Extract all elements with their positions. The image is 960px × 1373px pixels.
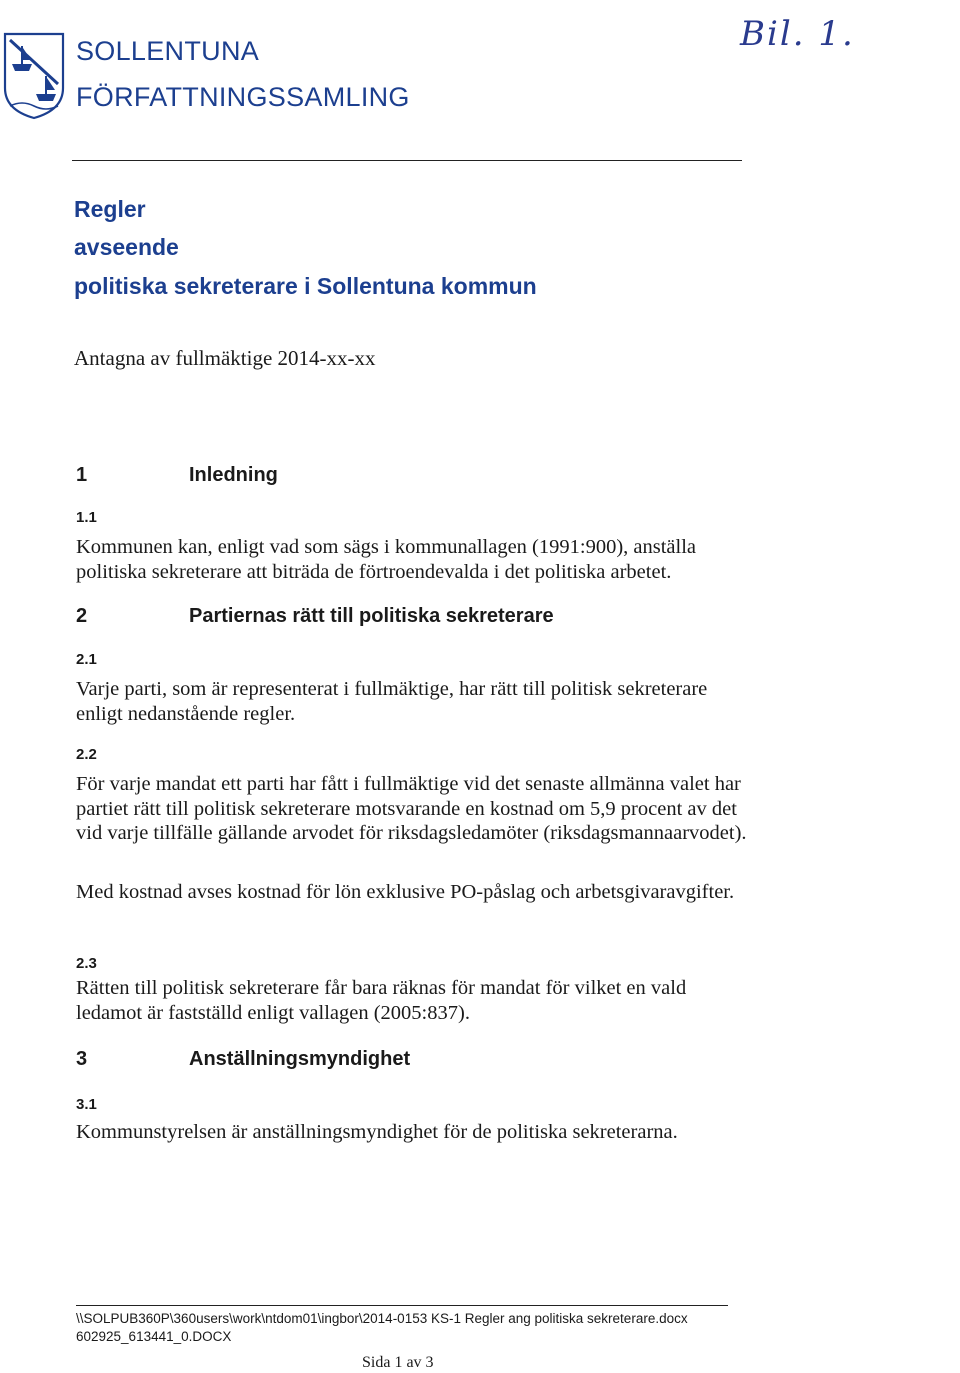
document-id: 602925_613441_0.DOCX [76, 1329, 232, 1344]
paragraph: Kommunen kan, enligt vad som sägs i kommunallagen (1991:900), anställa politiska sekreterare att biträda de förtroendevalda i det politiska arbetet. [76, 536, 697, 583]
subsection-number: 2.3 [76, 955, 97, 972]
collection-name: FÖRFATTNINGSSAMLING [76, 82, 410, 112]
section-number: 2 [76, 605, 88, 627]
page-number: Sida 1 av 3 [362, 1354, 434, 1371]
subsection-number: 1.1 [76, 509, 97, 526]
subsection-number: 3.1 [76, 1096, 97, 1113]
coat-of-arms-icon [2, 30, 66, 120]
org-name: SOLLENTUNA [76, 36, 260, 66]
subsection-number: 2.2 [76, 746, 97, 763]
title-line-2: avseende [74, 234, 179, 260]
section-heading: Inledning [189, 464, 278, 486]
subsection-number: 2.1 [76, 651, 97, 668]
handwritten-annotation: Bil. 1. [740, 14, 855, 54]
file-path: \\SOLPUB360P\360users\work\ntdom01\ingbor\2014-0153 KS-1 Regler ang politiska sekreterare.docx [76, 1311, 688, 1326]
paragraph: Rätten till politisk sekreterare får bara räknas för mandat för vilket en vald ledamot är fastställd enligt vallagen (2005:837). [76, 977, 687, 1024]
section-number: 3 [76, 1048, 88, 1070]
header-divider [72, 160, 742, 161]
section-heading: Anställningsmyndighet [189, 1048, 411, 1070]
paragraph: För varje mandat ett parti har fått i fullmäktige vid det senaste allmänna valet har partiet rätt till politisk sekreterare motsvarande en kostnad om 5,9 procent av det vid varje tillfälle gällande arvodet för riksdagsledamöter (riksdagsmannaarvodet). [76, 773, 747, 844]
paragraph: Med kostnad avses kostnad för lön exklusive PO-påslag och arbetsgivaravgifter. [76, 881, 735, 903]
adoption-note: Antagna av fullmäktige 2014-xx-xx [74, 346, 376, 370]
footer-divider [76, 1305, 728, 1306]
title-line-1: Regler [74, 196, 146, 222]
paragraph: Varje parti, som är representerat i fullmäktige, har rätt till politisk sekreterare enligt nedanstående regler. [76, 678, 708, 725]
title-line-3: politiska sekreterare i Sollentuna kommun [74, 273, 537, 299]
section-number: 1 [76, 464, 88, 486]
paragraph: Kommunstyrelsen är anställningsmyndighet för de politiska sekreterarna. [76, 1121, 678, 1143]
section-heading: Partiernas rätt till politiska sekreterare [189, 605, 554, 627]
